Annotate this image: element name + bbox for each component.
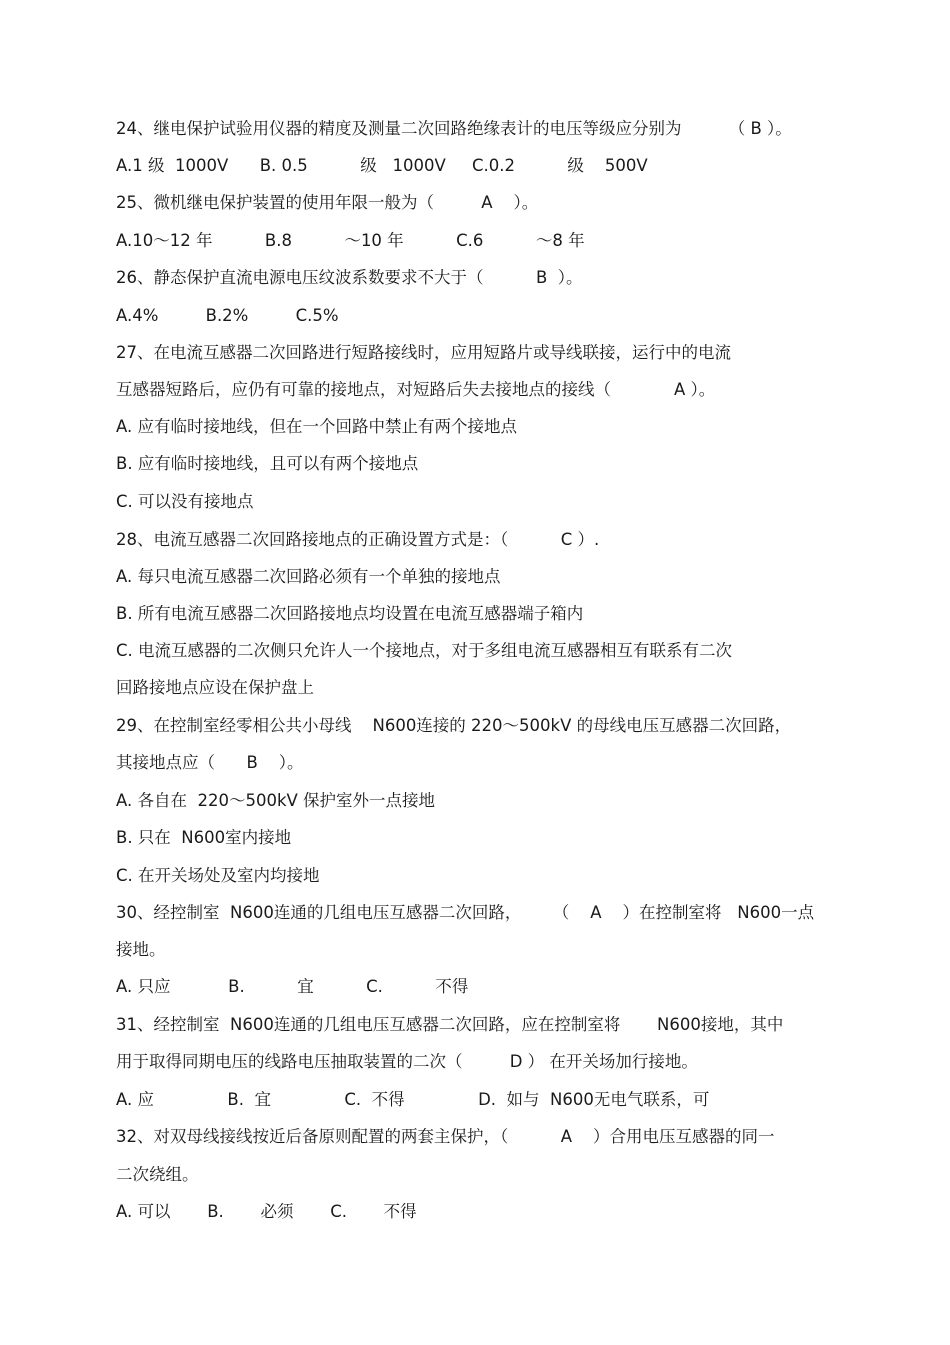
question-25-options: A.10～12 年 B.8 ～10 年 C.6 ～8 年 bbox=[116, 231, 585, 250]
question-31-stem-line1: 31、经控制室 N600连通的几组电压互感器二次回路，应在控制室将 N600接地，其中 bbox=[116, 1015, 784, 1034]
question-28-option-c-line2: 回路接地点应设在保护盘上 bbox=[116, 678, 314, 697]
question-32-stem-line1: 32、对双母线接线按近后备原则配置的两套主保护，（ A ）合用电压互感器的同一 bbox=[116, 1127, 775, 1146]
question-32-stem-line2: 二次绕组。 bbox=[116, 1165, 199, 1184]
question-25-stem: 25、微机继电保护装置的使用年限一般为（ A ）。 bbox=[116, 193, 539, 212]
question-31-options: A. 应 B. 宜 C. 不得 D. 如与 N600无电气联系，可 bbox=[116, 1090, 710, 1109]
question-26-options: A.4% B.2% C.5% bbox=[116, 306, 339, 325]
question-30-options: A. 只应 B. 宜 C. 不得 bbox=[116, 977, 469, 996]
question-27-option-b: B. 应有临时接地线，且可以有两个接地点 bbox=[116, 454, 419, 473]
question-32-options: A. 可以 B. 必须 C. 不得 bbox=[116, 1202, 417, 1221]
question-30-stem-line2: 接地。 bbox=[116, 940, 166, 959]
question-31-stem-line2: 用于取得同期电压的线路电压抽取装置的二次（ D ） 在开关场加行接地。 bbox=[116, 1052, 698, 1071]
question-27-option-c: C. 可以没有接地点 bbox=[116, 492, 254, 511]
question-29-option-c: C. 在开关场处及室内均接地 bbox=[116, 866, 320, 885]
question-30-stem-line1: 30、经控制室 N600连通的几组电压互感器二次回路， （ A ）在控制室将 N600一点 bbox=[116, 903, 815, 922]
question-27-stem-line1: 27、在电流互感器二次回路进行短路接线时，应用短路片或导线联接，运行中的电流 bbox=[116, 343, 731, 362]
question-28-option-b: B. 所有电流互感器二次回路接地点均设置在电流互感器端子箱内 bbox=[116, 604, 584, 623]
question-29-option-a: A. 各自在 220～500kV 保护室外一点接地 bbox=[116, 791, 436, 810]
question-24-options: A.1 级 1000V B. 0.5 级 1000V C.0.2 级 500V bbox=[116, 156, 648, 175]
question-27-stem-line2: 互感器短路后，应仍有可靠的接地点，对短路后失去接地点的接线（ A ）。 bbox=[116, 380, 716, 399]
question-29-option-b: B. 只在 N600室内接地 bbox=[116, 828, 292, 847]
question-29-stem-line2: 其接地点应（ B ）。 bbox=[116, 753, 304, 772]
question-26-stem: 26、静态保护直流电源电压纹波系数要求不大于（ B ）。 bbox=[116, 268, 583, 287]
question-28-option-a: A. 每只电流互感器二次回路必须有一个单独的接地点 bbox=[116, 567, 501, 586]
question-28-stem: 28、电流互感器二次回路接地点的正确设置方式是：（ C ）. bbox=[116, 530, 600, 549]
question-29-stem-line1: 29、在控制室经零相公共小母线 N600连接的 220～500kV 的母线电压互感器二次回路， bbox=[116, 716, 792, 735]
question-24-stem: 24、继电保护试验用仪器的精度及测量二次回路绝缘表计的电压等级应分别为 （ B ）。 bbox=[116, 119, 792, 138]
question-27-option-a: A. 应有临时接地线，但在一个回路中禁止有两个接地点 bbox=[116, 417, 517, 436]
question-28-option-c-line1: C. 电流互感器的二次侧只允许人一个接地点，对于多组电流互感器相互有联系有二次 bbox=[116, 641, 733, 660]
